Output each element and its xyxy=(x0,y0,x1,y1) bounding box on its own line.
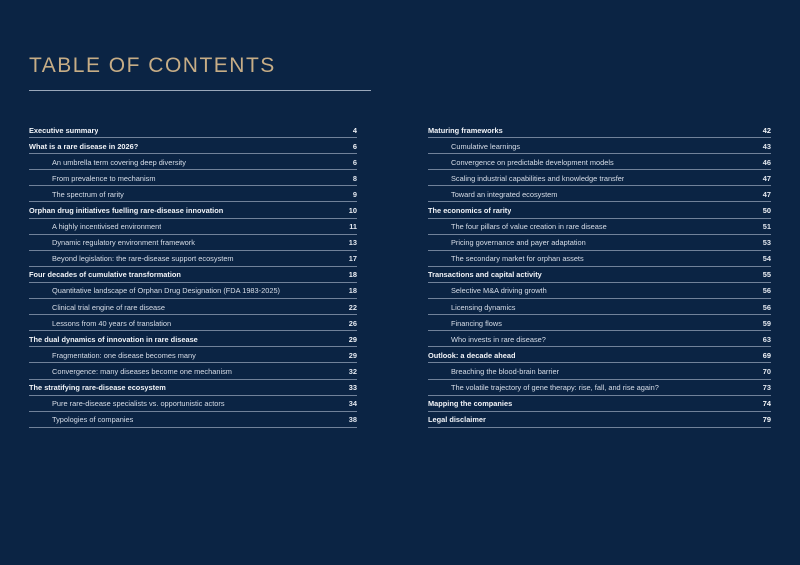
toc-page-number: 38 xyxy=(348,415,357,425)
toc-page-number: 32 xyxy=(348,366,357,376)
title-divider xyxy=(29,90,371,91)
toc-entry-title: An umbrella term covering deep diversity xyxy=(52,157,186,167)
toc-subsection-entry[interactable] xyxy=(428,283,771,299)
toc-section-entry[interactable] xyxy=(29,138,357,154)
toc-entry-title: Typologies of companies xyxy=(52,415,134,425)
toc-entry-title: The economics of rarity xyxy=(428,206,512,216)
toc-subsection-entry[interactable] xyxy=(428,299,771,315)
toc-page-number: 56 xyxy=(762,286,771,296)
toc-subsection-entry[interactable] xyxy=(29,315,357,331)
toc-entry-title: Breaching the blood-brain barrier xyxy=(451,366,560,376)
toc-entry-title: The spectrum of rarity xyxy=(52,189,124,199)
toc-subsection-entry[interactable] xyxy=(29,170,357,186)
toc-entry-title: Transactions and capital activity xyxy=(428,270,542,280)
toc-entry-title: Fragmentation: one disease becomes many xyxy=(52,350,196,360)
toc-page-number: 53 xyxy=(762,238,771,248)
toc-page-number: 34 xyxy=(348,399,357,409)
toc-entry-title: The dual dynamics of innovation in rare disease xyxy=(29,334,198,344)
toc-subsection-entry[interactable] xyxy=(428,251,771,267)
toc-section-entry[interactable] xyxy=(428,412,771,428)
toc-entry-title: Four decades of cumulative transformation xyxy=(29,270,181,280)
toc-page-number: 26 xyxy=(348,318,357,328)
toc-subsection-entry[interactable] xyxy=(428,315,771,331)
toc-entry-title: What is a rare disease in 2026? xyxy=(29,141,139,151)
toc-page-number: 51 xyxy=(762,222,771,232)
toc-page-number: 10 xyxy=(348,206,357,216)
toc-subsection-entry[interactable] xyxy=(29,299,357,315)
toc-section-entry[interactable] xyxy=(428,396,771,412)
toc-subsection-entry[interactable] xyxy=(29,235,357,251)
toc-entry-title: Scaling industrial capabilities and knowledge transfer xyxy=(451,173,625,183)
toc-subsection-entry[interactable] xyxy=(428,154,771,170)
toc-section-entry[interactable] xyxy=(428,347,771,363)
toc-entry-title: Pricing governance and payer adaptation xyxy=(451,238,586,248)
toc-page-number: 4 xyxy=(352,125,357,135)
toc-page-number: 74 xyxy=(762,399,771,409)
toc-subsection-entry[interactable] xyxy=(29,186,357,202)
toc-page-number: 79 xyxy=(762,415,771,425)
toc-entry-title: Clinical trial engine of rare disease xyxy=(52,302,165,312)
toc-subsection-entry[interactable] xyxy=(29,154,357,170)
toc-subsection-entry[interactable] xyxy=(428,331,771,347)
toc-section-entry[interactable] xyxy=(29,202,357,218)
toc-entry-title: Orphan drug initiatives fuelling rare-disease innovation xyxy=(29,206,224,216)
toc-entry-title: Mapping the companies xyxy=(428,399,513,409)
toc-page-number: 42 xyxy=(762,125,771,135)
toc-section-entry[interactable] xyxy=(428,122,771,138)
toc-subsection-entry[interactable] xyxy=(428,363,771,379)
toc-entry-title: Executive summary xyxy=(29,125,99,135)
toc-column-right xyxy=(428,122,771,428)
toc-page-number: 59 xyxy=(762,318,771,328)
toc-entry-title: Convergence: many diseases become one mechanism xyxy=(52,366,232,376)
toc-page-number: 22 xyxy=(348,302,357,312)
toc-subsection-entry[interactable] xyxy=(29,251,357,267)
toc-page-number: 18 xyxy=(348,270,357,280)
toc-section-entry[interactable] xyxy=(29,380,357,396)
toc-entry-title: Licensing dynamics xyxy=(451,302,516,312)
toc-subsection-entry[interactable] xyxy=(29,347,357,363)
toc-page-number: 17 xyxy=(348,254,357,264)
toc-section-entry[interactable] xyxy=(29,122,357,138)
toc-section-entry[interactable] xyxy=(29,331,357,347)
toc-entry-title: The four pillars of value creation in rare disease xyxy=(451,222,607,232)
toc-subsection-entry[interactable] xyxy=(29,363,357,379)
toc-entry-title: Dynamic regulatory environment framework xyxy=(52,238,195,248)
toc-entry-title: From prevalence to mechanism xyxy=(52,173,156,183)
toc-page-number: 69 xyxy=(762,350,771,360)
toc-page-number: 54 xyxy=(762,254,771,264)
toc-entry-title: Lessons from 40 years of translation xyxy=(52,318,172,328)
toc-subsection-entry[interactable] xyxy=(29,219,357,235)
toc-entry-title: Convergence on predictable development models xyxy=(451,157,614,167)
toc-entry-title: Beyond legislation: the rare-disease support ecosystem xyxy=(52,254,234,264)
toc-page-number: 29 xyxy=(348,350,357,360)
toc-page-number: 43 xyxy=(762,141,771,151)
toc-page-number: 33 xyxy=(348,383,357,393)
toc-subsection-entry[interactable] xyxy=(428,380,771,396)
toc-page-number: 63 xyxy=(762,334,771,344)
toc-subsection-entry[interactable] xyxy=(29,396,357,412)
toc-page-number: 47 xyxy=(762,189,771,199)
toc-entry-title: The volatile trajectory of gene therapy: rise, fall, and rise again? xyxy=(451,383,659,393)
toc-entry-title: Cumulative learnings xyxy=(451,141,521,151)
toc-subsection-entry[interactable] xyxy=(428,219,771,235)
toc-entry-title: Who invests in rare disease? xyxy=(451,334,546,344)
toc-entry-title: Financing flows xyxy=(451,318,502,328)
toc-column-left xyxy=(29,122,357,428)
toc-page-number: 46 xyxy=(762,157,771,167)
toc-entry-title: Maturing frameworks xyxy=(428,125,503,135)
toc-page-number: 11 xyxy=(349,222,357,232)
toc-section-entry[interactable] xyxy=(29,267,357,283)
toc-entry-title: The secondary market for orphan assets xyxy=(451,254,584,264)
toc-entry-title: Toward an integrated ecosystem xyxy=(451,189,558,199)
toc-page-number: 6 xyxy=(352,141,357,151)
toc-page-number: 18 xyxy=(348,286,357,296)
toc-subsection-entry[interactable] xyxy=(428,138,771,154)
toc-page-number: 9 xyxy=(352,189,357,199)
toc-entry-title: Pure rare-disease specialists vs. opportunistic actors xyxy=(52,399,225,409)
toc-entry-title: Selective M&A driving growth xyxy=(451,286,547,296)
toc-subsection-entry[interactable] xyxy=(29,283,357,299)
page-title: TABLE OF CONTENTS xyxy=(29,54,276,78)
toc-entry-title: Outlook: a decade ahead xyxy=(428,350,516,360)
toc-entry-title: A highly incentivised environment xyxy=(52,222,162,232)
toc-subsection-entry[interactable] xyxy=(428,186,771,202)
toc-section-entry[interactable] xyxy=(428,267,771,283)
toc-subsection-entry[interactable] xyxy=(428,235,771,251)
toc-page-number: 6 xyxy=(352,157,357,167)
toc-subsection-entry[interactable] xyxy=(29,412,357,428)
toc-page-number: 56 xyxy=(762,302,771,312)
toc-entry-title: Quantitative landscape of Orphan Drug Designation (FDA 1983-2025) xyxy=(52,286,281,296)
toc-page-number: 55 xyxy=(762,270,771,280)
toc-subsection-entry[interactable] xyxy=(428,170,771,186)
toc-page-number: 50 xyxy=(762,206,771,216)
toc-section-entry[interactable] xyxy=(428,202,771,218)
toc-entry-title: The stratifying rare-disease ecosystem xyxy=(29,383,166,393)
toc-page-number: 47 xyxy=(762,173,771,183)
toc-entry-title: Legal disclaimer xyxy=(428,415,486,425)
toc-page-number: 29 xyxy=(348,334,357,344)
toc-page-number: 70 xyxy=(762,366,771,376)
toc-page-number: 13 xyxy=(348,238,357,248)
toc-page-number: 73 xyxy=(762,383,771,393)
toc-page-number: 8 xyxy=(352,173,357,183)
